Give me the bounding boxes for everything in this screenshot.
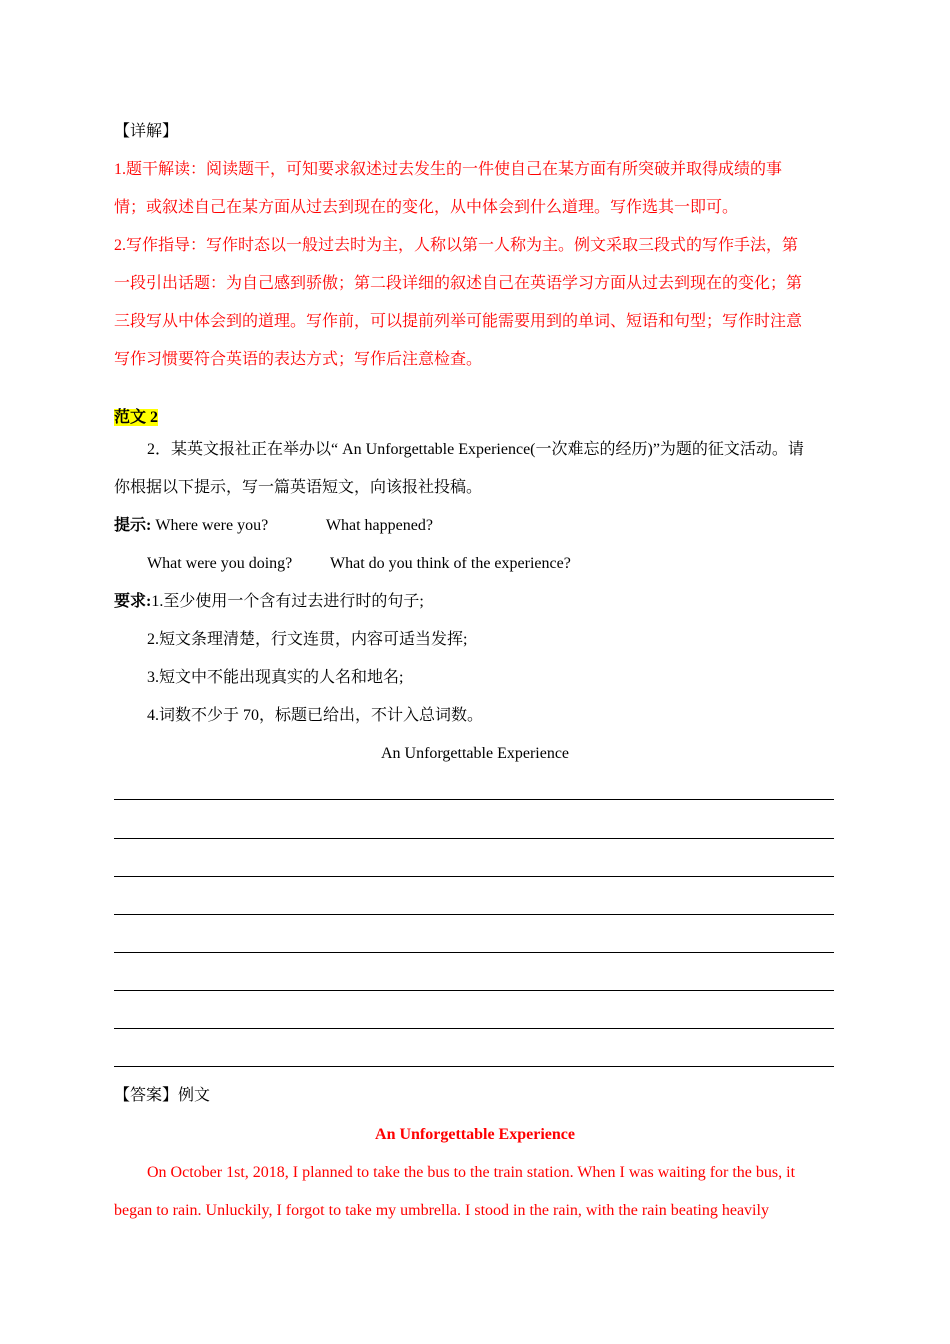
answer-body-line1: On October 1st, 2018, I planned to take the bus to the train station. When I was waiting for the bus, it [147,1164,796,1181]
sample-label: 范文 2 [114,409,159,426]
writing-line [114,876,834,877]
requirement-2: 2.短文条理清楚，行文连贯，内容可适当发挥; [147,631,468,648]
requirement-1: 1.至少使用一个含有过去进行时的句子; [151,593,424,610]
hints-row1 [114,515,836,537]
detail-para2-line2: 一段引出话题：为自己感到骄傲；第二段详细的叙述自己在英语学习方面从过去到现在的变化；第 [114,275,803,292]
requirement-4: 4.词数不少于 70，标题已给出，不计入总词数。 [147,707,484,724]
answer-heading: 【答案】例文 [114,1087,211,1104]
sample-label-row [114,407,836,429]
detail-para1-line2: 情；或叙述自己在某方面从过去到现在的变化，从中体会到什么道理。写作选其一即可。 [114,199,739,216]
writing-line [114,952,834,953]
hint-think: What do you think of the experience? [330,555,571,572]
detail-para2-line4: 写作习惯要符合英语的表达方式；写作后注意检查。 [114,351,483,368]
hint-what-happened: What happened? [325,517,433,534]
prompt-line1: 2．某英文报社正在举办以“ An Unforgettable Experience(一次难忘的经历)”为题的征文活动。请 [147,441,804,458]
requirements-label: 要求: [114,593,152,610]
detail-para2-line1: 2.写作指导：写作时态以一般过去时为主，人称以第一人称为主。例文采取三段式的写作手法，第 [114,237,799,254]
hint-where: Where were you? [155,517,269,534]
writing-line [114,799,834,800]
writing-line [114,1066,834,1067]
hints-row2 [147,553,836,575]
prompt-line2: 你根据以下提示，写一篇英语短文，向该报社投稿。 [114,479,483,496]
detail-para2-line3: 三段写从中体会到的道理。写作前，可以提前列举可能需要用到的单词、短语和句型；写作时注意 [114,313,803,330]
detail-para1-line1: 1.题干解读：阅读题干，可知要求叙述过去发生的一件使自己在某方面有所突破并取得成绩的事 [114,161,783,178]
writing-line [114,914,834,915]
requirement-row1 [114,591,836,613]
writing-line [114,1028,834,1029]
hints-label: 提示: [114,517,152,534]
requirement-3: 3.短文中不能出现真实的人名和地名; [147,669,404,686]
writing-line [114,990,834,991]
hint-doing: What were you doing? [147,555,293,572]
answer-title: An Unforgettable Experience [375,1126,575,1143]
essay-title: An Unforgettable Experience [380,745,570,762]
detail-heading: 【详解】 [114,123,179,140]
answer-body-line2: began to rain. Unluckily, I forgot to take my umbrella. I stood in the rain, with the rain beating heavily [114,1202,769,1219]
writing-line [114,838,834,839]
